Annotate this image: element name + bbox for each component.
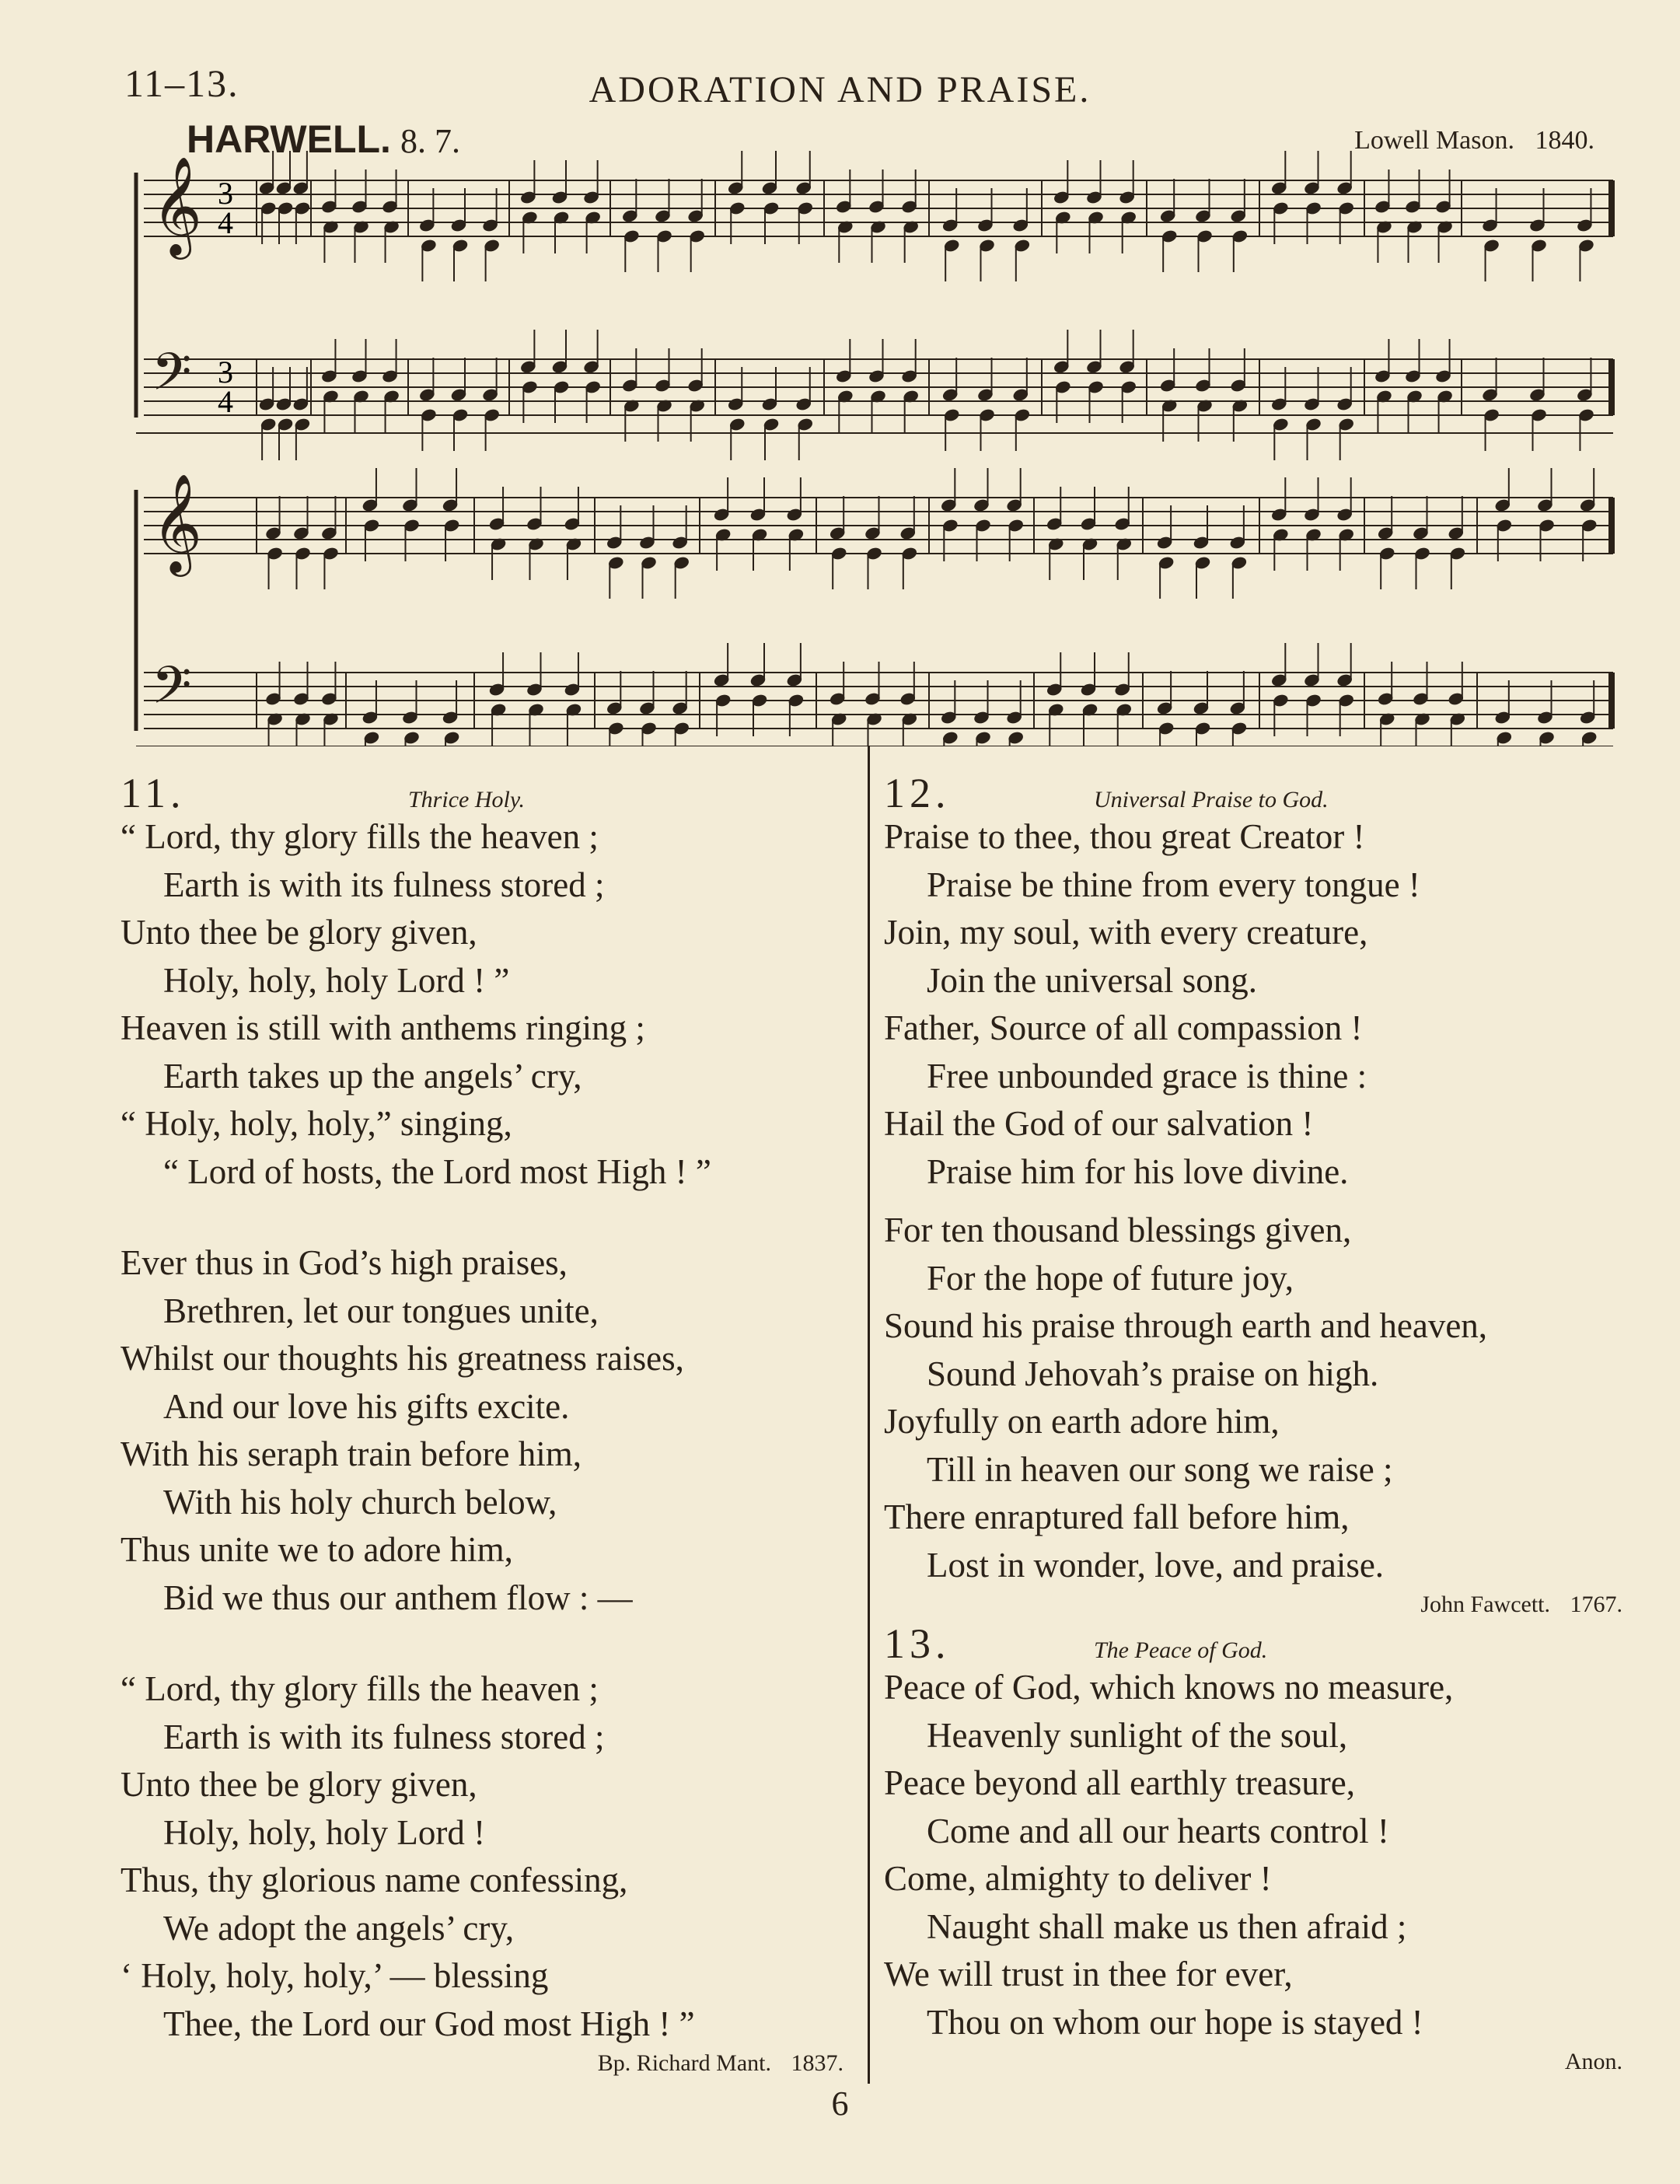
verse-line: Earth takes up the angels’ cry, <box>163 1056 582 1095</box>
verse-line: Sound Jehovah’s praise on high. <box>927 1354 1379 1393</box>
verse-line: Thus unite we to adore him, <box>120 1530 513 1569</box>
verse-line: Joyfully on earth adore him, <box>884 1402 1280 1441</box>
left-column <box>120 770 843 2079</box>
final-bar <box>1608 673 1615 729</box>
section-title: ADORATION AND PRAISE. <box>589 69 1091 110</box>
hymn-12-credit <box>884 1589 1622 1620</box>
verse-line: Thou on whom our hope is stayed ! <box>927 2002 1423 2042</box>
hymn-subtitle: Thrice Holy. <box>408 787 525 812</box>
verse-line: Praise to thee, thou great Creator ! <box>884 817 1365 856</box>
hymn-13-text <box>884 1664 1622 2046</box>
verse-line: Peace of God, which knows no measure, <box>884 1668 1454 1707</box>
verse-line: Heavenly sunlight of the soul, <box>927 1715 1348 1755</box>
verse-line: And our love his gifts excite. <box>163 1386 570 1426</box>
right-column <box>884 770 1622 2077</box>
hymn-11-text <box>120 813 843 2048</box>
composer-year: 1840. <box>1535 126 1594 155</box>
verse-line: Unto thee be glory given, <box>120 1765 477 1804</box>
verse-line: Hail the God of our salvation ! <box>884 1104 1314 1143</box>
verse-line: Earth is with its fulness stored ; <box>163 1717 605 1756</box>
verse-line: Peace beyond all earthly treasure, <box>884 1763 1355 1802</box>
hymn-12-text <box>884 813 1622 1589</box>
bass-clef: 𝄢 <box>152 655 192 728</box>
verse-line: Brethren, let our tongues unite, <box>163 1291 599 1330</box>
verse-line: With his seraph train before him, <box>120 1434 582 1473</box>
verse-line: Holy, holy, holy Lord ! ” <box>163 960 510 1000</box>
hymn-11-credit <box>120 2048 843 2079</box>
verse-line: Join, my soul, with every creature, <box>884 913 1368 952</box>
verse-line: Join the universal song. <box>927 960 1257 1000</box>
music-score <box>0 0 1680 746</box>
verse-line: Lost in wonder, love, and praise. <box>927 1545 1385 1585</box>
verse-line: Come and all our hearts control ! <box>927 1811 1389 1850</box>
final-bar <box>1608 498 1615 554</box>
author: John Fawcett. <box>1420 1592 1550 1617</box>
verse-line: Unto thee be glory given, <box>120 913 477 952</box>
verse-line: Naught shall make us then afraid ; <box>927 1906 1407 1946</box>
hymn-12-heading <box>884 770 1622 816</box>
page-number: 6 <box>831 2084 849 2123</box>
verse-line: We adopt the angels’ cry, <box>163 1908 515 1948</box>
hymn-subtitle: Universal Praise to God. <box>1094 787 1329 812</box>
hymn-number: 11. <box>120 770 186 816</box>
verse-line: Bid we thus our anthem flow : — <box>163 1578 633 1617</box>
verse-line: For the hope of future joy, <box>927 1258 1294 1298</box>
hymn-number: 13. <box>884 1620 951 1667</box>
final-bar <box>1608 180 1615 236</box>
verse-line: Holy, holy, holy Lord ! <box>163 1812 486 1852</box>
verse-line: Whilst our thoughts his greatness raises, <box>120 1339 684 1378</box>
verse-line: ‘ Holy, holy, holy,’ — blessing <box>120 1956 549 1995</box>
time-signature-top-treble: 3 <box>218 176 233 211</box>
verse-line: Ever thus in God’s high praises, <box>120 1243 568 1282</box>
author: Bp. Richard Mant. <box>597 2050 771 2076</box>
verse-line: Father, Source of all compassion ! <box>884 1008 1363 1047</box>
verse-line: Praise be thine from every tongue ! <box>927 865 1420 904</box>
tune-meter: 8. 7. <box>400 122 460 160</box>
stanza-gap <box>120 1196 843 1239</box>
hymn-11-heading <box>120 770 843 816</box>
stanza-gap <box>884 1196 1622 1207</box>
author-year: 1767. <box>1570 1592 1622 1617</box>
verse-line: Heaven is still with anthems ringing ; <box>120 1008 645 1047</box>
verse-line: Free unbounded grace is thine : <box>927 1056 1367 1095</box>
column-divider <box>868 746 870 2084</box>
verse-line: Come, almighty to deliver ! <box>884 1859 1272 1898</box>
verse-line: “ Holy, holy, holy,” singing, <box>120 1104 512 1143</box>
hymn-range: 11–13. <box>124 61 239 105</box>
hymn-13-credit <box>884 2046 1622 2077</box>
verse-line: Thus, thy glorious name confessing, <box>120 1861 628 1899</box>
time-signature-top-bass: 3 <box>218 355 233 390</box>
verse-line: Earth is with its fulness stored ; <box>163 865 605 904</box>
tune-name: HARWELL. <box>187 117 391 161</box>
stanza-gap <box>120 1622 843 1665</box>
verse-line: “ Lord of hosts, the Lord most High ! ” <box>163 1151 711 1191</box>
hymn-subtitle: The Peace of God. <box>1094 1637 1268 1663</box>
verse-line: “ Lord, thy glory fills the heaven ; <box>120 817 599 856</box>
time-signature-bottom-treble: 4 <box>218 205 233 240</box>
verse-line: Till in heaven our song we raise ; <box>927 1449 1393 1489</box>
composer-name: Lowell Mason. <box>1354 126 1514 155</box>
verse-line: For ten thousand blessings given, <box>884 1211 1352 1249</box>
verse-line: Thee, the Lord our God most High ! ” <box>163 2004 695 2043</box>
final-bar <box>1608 359 1615 415</box>
author: Anon. <box>1564 2049 1622 2074</box>
hymn-number: 12. <box>884 770 951 816</box>
treble-clef: 𝄞 <box>152 473 203 572</box>
author-year: 1837. <box>791 2050 843 2076</box>
verse-line: With his holy church below, <box>163 1482 557 1522</box>
time-signature-bottom-bass: 4 <box>218 384 233 419</box>
bass-clef: 𝄢 <box>152 342 192 414</box>
verse-line: Praise him for his love divine. <box>927 1151 1349 1191</box>
verse-line: Sound his praise through earth and heaven, <box>884 1306 1488 1345</box>
verse-line: We will trust in thee for ever, <box>884 1955 1293 1994</box>
verse-line: “ Lord, thy glory fills the heaven ; <box>120 1669 599 1708</box>
hymn-13-heading <box>884 1620 1622 1667</box>
verse-line: There enraptured fall before him, <box>884 1497 1350 1536</box>
treble-clef: 𝄞 <box>152 156 203 255</box>
